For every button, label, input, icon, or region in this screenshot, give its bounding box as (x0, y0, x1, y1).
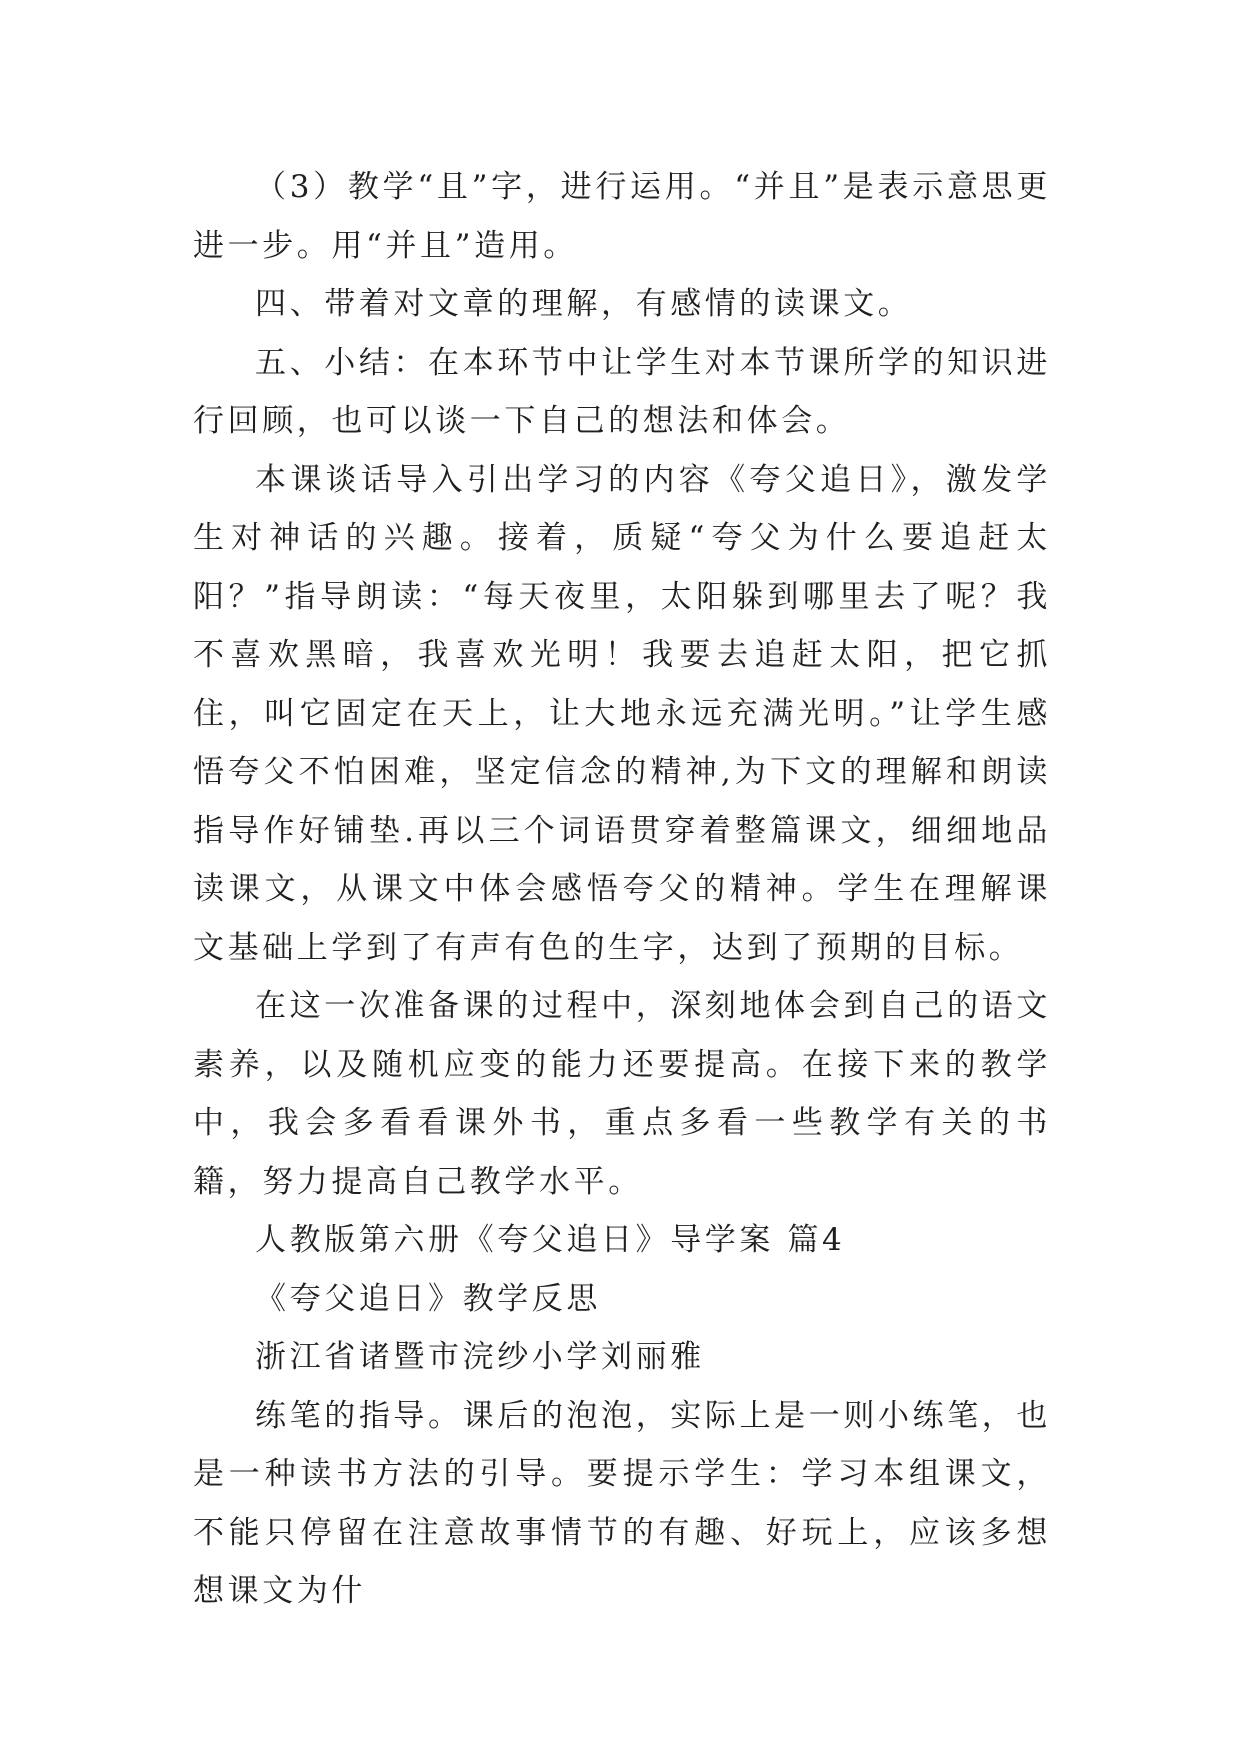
paragraph-read-aloud: 四、带着对文章的理解，有感情的读课文。 (255, 286, 913, 322)
paragraph-improvement: 在这一次准备课的过程中，深刻地体会到自己的语文素养，以及随机应变的能力还要提高。在接下来的教学中，我会多看看课外书，重点多看一些教学有关的书籍，努力提高自己教学水平。 (193, 988, 1051, 1200)
section-heading: 人教版第六册《夸父追日》导学案 篇4 (255, 1222, 846, 1258)
paragraph-reflection: 本课谈话导入引出学习的内容《夸父追日》，激发学生对神话的兴趣。接着，质疑“夸父为什么要追赶太阳？”指导朗读：“每天夜里，太阳躲到哪里去了呢？我不喜欢黑暗，我喜欢光明！我要去追赶太阳，把它抓住，叫它固定在天上，让大地永远充满光明。”让学生感悟夸父不怕困难，坚定信念的精神,为下文的理解和朗读指导作好铺垫.再以三个词语贯穿着整篇课文，细细地品读课文，从课文中体会感悟夸父的精神。学生在理解课文基础上学到了有声有色的生字，达到了预期的目标。 (193, 461, 1051, 966)
author-line: 浙江省诸暨市浣纱小学刘丽雅 (255, 1339, 705, 1375)
document-body (193, 158, 1051, 1621)
paragraph-writing-guide: 练笔的指导。课后的泡泡，实际上是一则小练笔，也是一种读书方法的引导。要提示学生：学习本组课文，不能只停留在注意故事情节的有趣、好玩上，应该多想想课文为什 (193, 1397, 1051, 1609)
paragraph-teaching-qie: （3）教学“且”字，进行运用。“并且”是表示意思更进一步。用“并且”造用。 (193, 169, 1051, 264)
paragraph-summary: 五、小结：在本环节中让学生对本节课所学的知识进行回顾，也可以谈一下自己的想法和体会。 (193, 344, 1051, 439)
section-subtitle: 《夸父追日》教学反思 (255, 1280, 601, 1317)
